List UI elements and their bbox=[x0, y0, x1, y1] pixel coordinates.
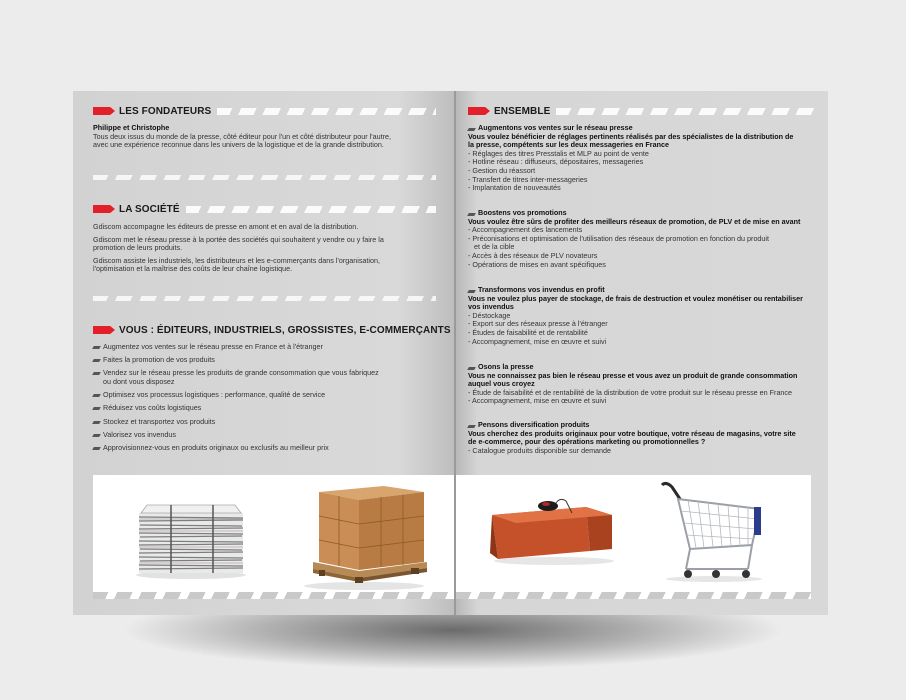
newspaper-stack-image bbox=[131, 491, 251, 581]
fondateurs-text bbox=[93, 124, 443, 150]
vous-title: VOUS : ÉDITEURS, INDUSTRIELS, GROSSISTES, E-COMMERÇANTS bbox=[119, 324, 451, 336]
list-item: Valorisez vos invendus bbox=[93, 431, 438, 440]
section-item: - Implantation de nouveautés bbox=[468, 183, 561, 193]
section-heading: Augmentons vos ventes sur le réseau presse bbox=[468, 124, 818, 133]
fondateurs-name: Philippe et Christophe bbox=[93, 123, 170, 132]
dash-bullet-icon bbox=[92, 421, 101, 424]
societe-line: promotion de leurs produits. bbox=[93, 243, 183, 253]
fondateurs-line: Tous deux issus du monde de la presse, côté éditeur pour l'un et côté distributeur pour l'autre, bbox=[93, 131, 392, 141]
societe-line: Gdiscom assiste les industriels, les distributeurs et les e-commerçants dans l'organisation, bbox=[93, 255, 380, 265]
stripe-divider bbox=[556, 108, 818, 115]
dash-bullet-icon bbox=[92, 407, 101, 410]
list-item: Approvisionnez-vous en produits originaux ou exclusifs au meilleur prix bbox=[93, 444, 438, 453]
ensemble-title: ENSEMBLE bbox=[494, 105, 551, 117]
ensemble-section bbox=[468, 286, 818, 346]
section-item: - Accompagnement, mise en œuvre et suivi bbox=[468, 336, 607, 346]
section-item: - Catalogue produits disponible sur demande bbox=[468, 445, 612, 455]
red-arrow-icon bbox=[468, 107, 490, 115]
dash-bullet-icon bbox=[92, 346, 101, 349]
section-intro: Vous voulez bénéficier de réglages pertinents réalisés par des spécialistes de la distribution de bbox=[468, 131, 794, 141]
societe-title: LA SOCIÉTÉ bbox=[119, 203, 180, 215]
photo-band-stripe bbox=[456, 592, 811, 599]
list-item: Augmentez vos ventes sur le réseau presse en France et à l'étranger bbox=[93, 343, 438, 352]
fondateurs-title: LES FONDATEURS bbox=[119, 105, 212, 117]
fondateurs-heading bbox=[93, 105, 436, 117]
dash-bullet-icon bbox=[92, 447, 101, 450]
ensemble-section bbox=[468, 363, 818, 406]
ensemble-section bbox=[468, 209, 818, 269]
shopping-bag-image bbox=[486, 497, 616, 567]
list-item: Optimisez vos processus logistiques : performance, qualité de service bbox=[93, 391, 438, 400]
societe-line: Gdiscom accompagne les éditeurs de presse en amont et en aval de la distribution. bbox=[93, 222, 359, 231]
section-item: et de la cible bbox=[474, 242, 515, 252]
societe-line: Gdiscom met le réseau presse à la portée des sociétés qui souhaitent y vendre ou y faire la bbox=[93, 234, 384, 244]
vous-heading bbox=[93, 324, 451, 336]
section-intro: de e-commerce, pour des opérations marketing ou promotionnelles ? bbox=[468, 437, 706, 447]
ensemble-section bbox=[468, 124, 818, 193]
societe-paragraph bbox=[93, 257, 443, 274]
section-intro: Vous voulez être sûrs de profiter des meilleurs réseaux de promotion, de PLV et de mise en avant bbox=[468, 216, 801, 226]
section-item: - Préconisations et optimisation de l'utilisation des réseaux de promotion en fonction du produit bbox=[468, 233, 770, 243]
cardboard-boxes-image bbox=[299, 478, 429, 590]
list-item: Faites la promotion de vos produits bbox=[93, 356, 438, 365]
section-item: - Accès à des réseaux de PLV novateurs bbox=[468, 250, 598, 260]
dash-bullet-icon bbox=[92, 394, 101, 397]
dash-bullet-icon bbox=[92, 359, 101, 362]
societe-paragraph bbox=[93, 236, 443, 253]
section-intro: auquel vous croyez bbox=[468, 379, 535, 389]
societe-text bbox=[93, 223, 443, 274]
section-item: - Opérations de mises en avant spécifiques bbox=[468, 259, 606, 269]
dash-bullet-icon bbox=[467, 425, 476, 428]
shopping-cart-image bbox=[656, 479, 766, 584]
red-arrow-icon bbox=[93, 107, 115, 115]
section-item: - Déstockage bbox=[468, 310, 511, 320]
section-heading: Osons la presse bbox=[468, 363, 818, 372]
photo-band bbox=[456, 475, 811, 592]
societe-line: l'optimisation et la maîtrise des coûts de leur chaîne logistique. bbox=[93, 264, 293, 274]
dash-bullet-icon bbox=[467, 128, 476, 131]
section-heading: Boostens vos promotions bbox=[468, 209, 818, 218]
list-item: Réduisez vos coûts logistiques bbox=[93, 404, 438, 413]
vous-list bbox=[93, 343, 438, 457]
fondateurs-line: avec une expérience reconnue dans les univers de la logistique et de la grande distribution. bbox=[93, 140, 384, 150]
section-item: - Études de faisabilité et de rentabilité bbox=[468, 327, 588, 337]
section-item: - Accompagnement des lancements bbox=[468, 225, 583, 235]
section-intro: Vous cherchez des produits originaux pour votre boutique, votre réseau de magasins, votre site bbox=[468, 428, 796, 438]
societe-heading bbox=[93, 203, 436, 215]
dash-bullet-icon bbox=[467, 367, 476, 370]
dash-bullet-icon bbox=[92, 372, 101, 375]
section-heading: Pensons diversification produits bbox=[468, 421, 818, 430]
section-item: - Transfert de titres inter-messageries bbox=[468, 174, 588, 184]
stripe-divider bbox=[217, 108, 436, 115]
list-item: Stockez et transportez vos produits bbox=[93, 418, 438, 427]
left-page bbox=[73, 91, 456, 615]
stripe-divider bbox=[93, 175, 436, 180]
section-item: - Export sur des réseaux presse à l'étranger bbox=[468, 319, 608, 329]
section-intro: la presse, compétents sur les deux messageries en France bbox=[468, 140, 669, 150]
dash-bullet-icon bbox=[467, 213, 476, 216]
stripe-divider bbox=[93, 296, 436, 301]
ensemble-heading bbox=[468, 105, 818, 117]
section-item: - Accompagnement, mise en œuvre et suivi bbox=[468, 396, 607, 406]
stripe-divider bbox=[186, 206, 436, 213]
section-intro: Vous ne connaissez pas bien le réseau presse et vous avez un produit de grande consommation bbox=[468, 370, 798, 380]
right-page bbox=[456, 91, 828, 615]
section-item: - Étude de faisabilité et de rentabilité de la distribution de votre produit sur le réseau presse en France bbox=[468, 387, 793, 397]
section-heading: Transformons vos invendus en profit bbox=[468, 286, 818, 295]
photo-band bbox=[93, 475, 456, 592]
ensemble-section bbox=[468, 421, 818, 455]
dash-bullet-icon bbox=[92, 434, 101, 437]
red-arrow-icon bbox=[93, 205, 115, 213]
photo-band-stripe bbox=[93, 592, 456, 599]
section-item: - Hotline réseau : diffuseurs, dépositaires, messageries bbox=[468, 157, 644, 167]
section-item: - Réglages des titres Presstalis et MLP au point de vente bbox=[468, 148, 649, 158]
dash-bullet-icon bbox=[467, 290, 476, 293]
societe-paragraph bbox=[93, 223, 443, 232]
section-intro: vos invendus bbox=[468, 302, 514, 312]
section-item: - Gestion du réassort bbox=[468, 165, 536, 175]
list-item: Vendez sur le réseau presse les produits de grande consommation que vous fabriquez ou dont vous disposez bbox=[93, 369, 438, 386]
red-arrow-icon bbox=[93, 326, 115, 334]
section-intro: Vous ne voulez plus payer de stockage, de frais de destruction et voulez monétiser ou rentabiliser bbox=[468, 293, 803, 303]
